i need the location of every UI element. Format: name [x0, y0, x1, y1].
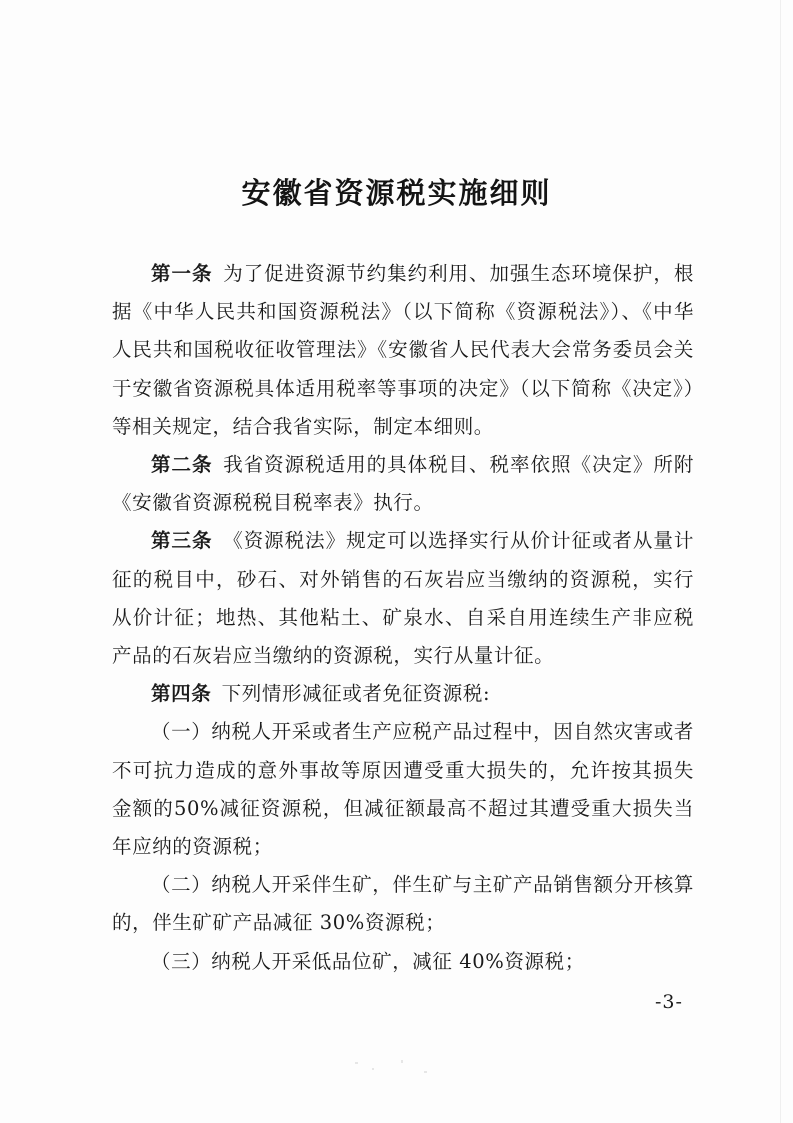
page-number: -3-: [655, 991, 683, 1013]
article-number: 第二条: [151, 453, 213, 477]
clause-3: [112, 943, 694, 981]
scan-edge-line: [780, 0, 781, 1123]
scan-speck: [424, 1071, 427, 1073]
article-text: 下列情形减征或者免征资源税:: [221, 682, 491, 706]
article-number: 第三条: [151, 529, 213, 553]
clause-text: （二）纳税人开采伴生矿，伴生矿与主矿产品销售额分开核算的，伴生矿矿产品减征 30%资源税；: [112, 873, 694, 935]
document-body: [112, 255, 694, 981]
clause-1: [112, 713, 694, 866]
scan-speck: [401, 1060, 403, 1063]
article-3: [112, 522, 694, 675]
document-title: 安徽省资源税实施细则: [241, 176, 552, 211]
article-number: 第一条: [151, 262, 213, 285]
article-1: [112, 255, 694, 446]
article-4: [112, 675, 694, 713]
article-text: 我省资源税适用的具体税目、税率依照《决定》所附《安徽省资源税税目税率表》执行。: [112, 453, 694, 515]
scan-speck: [355, 1062, 358, 1064]
clause-text: （一）纳税人开采或者生产应税产品过程中，因自然灾害或者不可抗力造成的意外事故等原因遭受重大损失的，允许按其损失金额的50%减征资源税，但减征额最高不超过其遭受重大损失当年应纳的资源税；: [112, 720, 694, 859]
scan-speck: [372, 1068, 374, 1070]
article-2: [112, 446, 694, 522]
clause-2: [112, 866, 694, 942]
article-text: 《资源税法》规定可以选择实行从价计征或者从量计征的税目中，砂石、对外销售的石灰岩应当缴纳的资源税，实行从价计征；地热、其他粘土、矿泉水、自采自用连续生产非应税产品的石灰岩应当缴纳的资源税，实行从量计征。: [112, 529, 694, 668]
article-number: 第四条: [151, 682, 212, 706]
article-text: 为了促进资源节约集约利用、加强生态环境保护，根据《中华人民共和国资源税法》（以下简称《资源税法》）、《中华人民共和国税收征收管理法》《安徽省人民代表大会常务委员会关于安徽省资源税具体适用税率等事项的决定》（以下简称《决定》）等相关规定，结合我省实际，制定本细则。: [112, 262, 694, 438]
clause-text: （三）纳税人开采低品位矿，减征 40%资源税；: [151, 949, 585, 973]
